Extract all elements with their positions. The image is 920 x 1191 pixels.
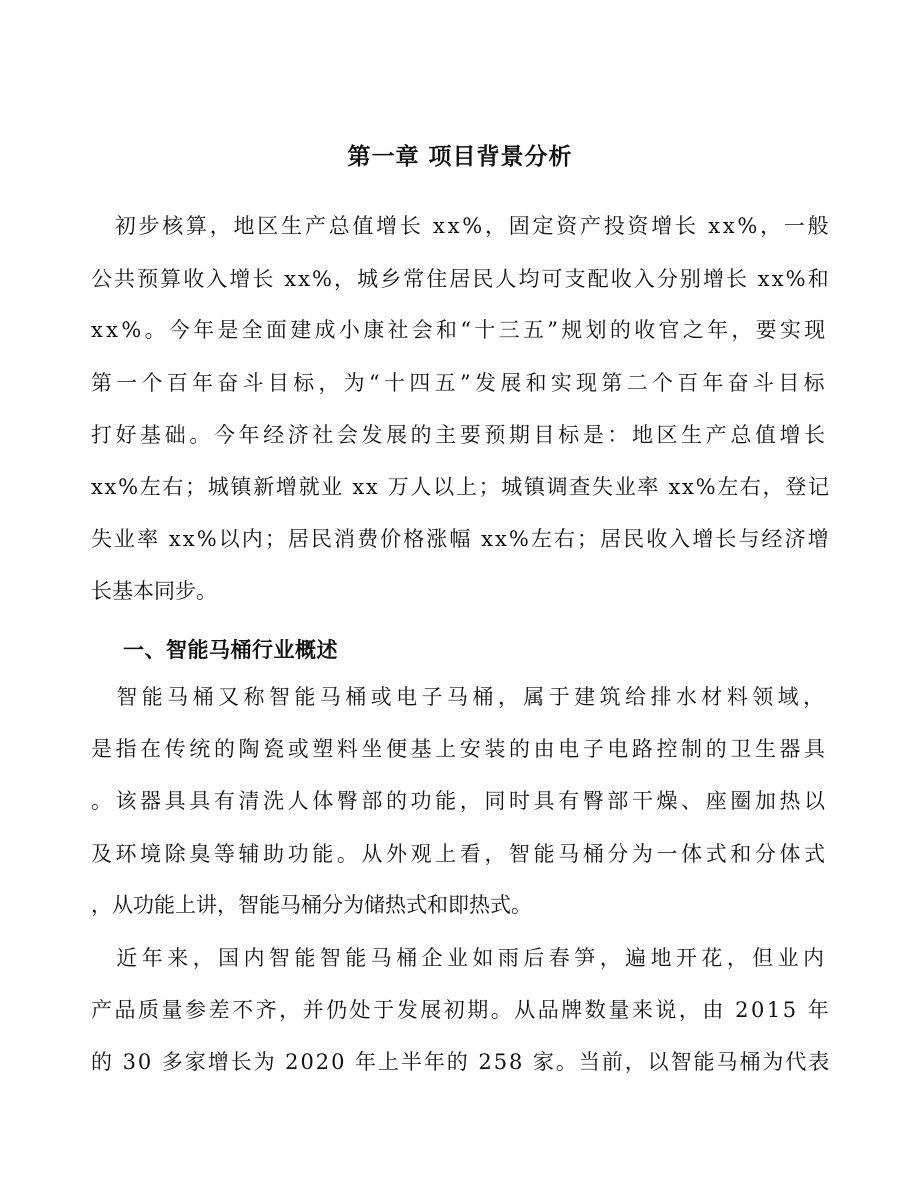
text-line: 是指在传统的陶瓷或塑料坐便基上安装的由电子电路控制的卫生器具 — [91, 737, 829, 761]
text-line: 失业率 xx%以内；居民消费价格涨幅 xx%左右；居民收入增长与经济增 — [91, 527, 831, 551]
text-line: ，从功能上讲，智能马桶分为储热式和即热式。 — [91, 893, 532, 917]
section-heading: 一、智能马桶行业概述 — [123, 637, 338, 662]
text-line: 产品质量参差不齐，并仍处于发展初期。从品牌数量来说，由 2015 年 — [91, 998, 832, 1022]
text-line: 近年来，国内智能智能马桶企业如雨后春笋，遍地开花，但业内 — [91, 946, 829, 970]
text-line: 长基本同步。 — [91, 579, 217, 603]
text-line: 。该器具具有清洗人体臀部的功能，同时具有臀部干燥、座圈加热以 — [91, 789, 829, 813]
chapter-title: 第一章 项目背景分析 — [347, 143, 573, 170]
text-line: xx%左右；城镇新增就业 xx 万人以上；城镇调查失业率 xx%左右，登记 — [91, 475, 831, 499]
text-line: 打好基础。今年经济社会发展的主要预期目标是：地区生产总值增长 — [91, 423, 829, 447]
text-line: 初步核算，地区生产总值增长 xx%，固定资产投资增长 xx%，一般 — [91, 214, 832, 238]
text-line: 第一个百年奋斗目标，为“十四五”发展和实现第二个百年奋斗目标 — [91, 371, 829, 395]
text-line: 及环境除臭等辅助功能。从外观上看，智能马桶分为一体式和分体式 — [91, 842, 829, 866]
text-line: 公共预算收入增长 xx%，城乡常住居民人均可支配收入分别增长 xx%和 — [91, 267, 831, 291]
text-line: 的 30 多家增长为 2020 年上半年的 258 家。当前，以智能马桶为代表 — [91, 1050, 832, 1074]
text-line: 智能马桶又称智能马桶或电子马桶，属于建筑给排水材料领域， — [91, 685, 829, 709]
text-line: xx%。今年是全面建成小康社会和“十三五”规划的收官之年，要实现 — [91, 318, 829, 342]
